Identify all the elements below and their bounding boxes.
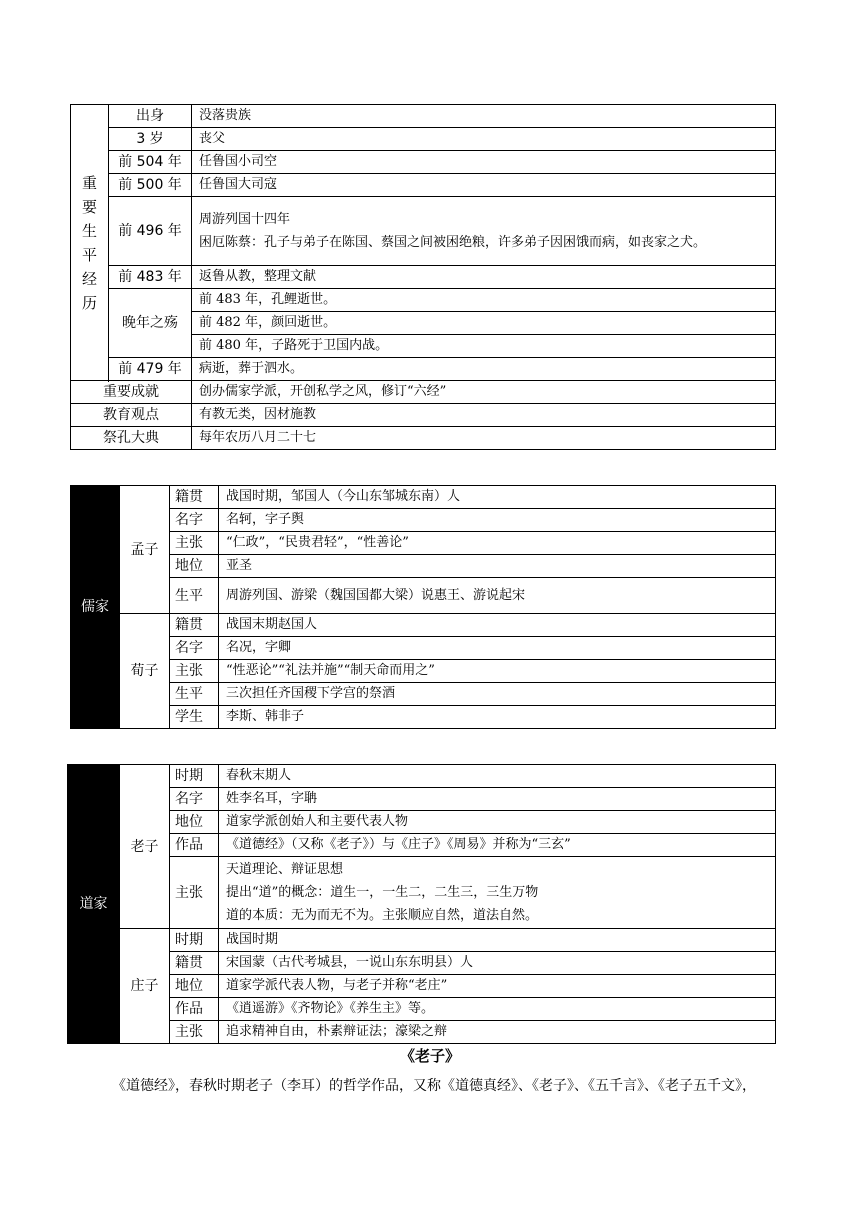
attr-value: 道家学派创始人和主要代表人物 bbox=[219, 811, 776, 834]
school-label-rujia: 儒家 bbox=[71, 486, 120, 729]
row-text: 前 482 年，颜回逝世。 bbox=[192, 312, 776, 335]
attr-key: 名字 bbox=[170, 637, 219, 660]
attr-value: “仁政”，“民贵君轻”，“性善论” bbox=[219, 532, 776, 555]
row-label: 出身 bbox=[109, 105, 192, 128]
row-text: 病逝，葬于泗水。 bbox=[192, 358, 776, 381]
attr-key: 地位 bbox=[170, 811, 219, 834]
row-text: 返鲁从教，整理文献 bbox=[192, 266, 776, 289]
attr-key: 时期 bbox=[170, 765, 219, 788]
summary-label: 祭孔大典 bbox=[71, 427, 192, 450]
row-text: 任鲁国大司寇 bbox=[192, 174, 776, 197]
row-text: 前 483 年，孔鲤逝世。 bbox=[192, 289, 776, 312]
attr-key: 作品 bbox=[170, 834, 219, 857]
person-name-zhuangzi: 庄子 bbox=[120, 929, 170, 1044]
attr-value-multi bbox=[219, 857, 776, 929]
life-section-label: 重要生平经历 bbox=[71, 105, 109, 381]
row-label: 前 479 年 bbox=[109, 358, 192, 381]
section-title: 《老子》 bbox=[399, 1047, 460, 1065]
attr-value: 战国末期赵国人 bbox=[219, 614, 776, 637]
row-label: 晚年之殇 bbox=[109, 289, 192, 358]
summary-label: 重要成就 bbox=[71, 381, 192, 404]
row-label: 前 496 年 bbox=[109, 197, 192, 266]
attr-key: 生平 bbox=[170, 578, 219, 614]
row-text: 丧父 bbox=[192, 128, 776, 151]
text-line: 周游列国十四年 bbox=[199, 212, 291, 227]
attr-value: 道家学派代表人物，与老子并称“老庄” bbox=[219, 975, 776, 998]
attr-value: 《逍遥游》《齐物论》《养生主》等。 bbox=[219, 998, 776, 1021]
attr-value: 名况，字卿 bbox=[219, 637, 776, 660]
daojia-table bbox=[67, 764, 776, 1044]
summary-text: 创办儒家学派，开创私学之风，修订“六经” bbox=[192, 381, 776, 404]
attr-key: 主张 bbox=[170, 532, 219, 555]
attr-key: 籍贯 bbox=[170, 952, 219, 975]
attr-key: 主张 bbox=[170, 660, 219, 683]
attr-key: 时期 bbox=[170, 929, 219, 952]
attr-value: 名轲，字子舆 bbox=[219, 509, 776, 532]
attr-value: 春秋末期人 bbox=[219, 765, 776, 788]
person-name-mencius: 孟子 bbox=[120, 486, 170, 614]
attr-value: 战国时期 bbox=[219, 929, 776, 952]
attr-key: 生平 bbox=[170, 683, 219, 706]
attr-value: 亚圣 bbox=[219, 555, 776, 578]
attr-key: 主张 bbox=[170, 1021, 219, 1044]
attr-key: 名字 bbox=[170, 509, 219, 532]
row-label: 前 500 年 bbox=[109, 174, 192, 197]
attr-value: 《道德经》（又称《老子》）与《庄子》《周易》并称为“三玄” bbox=[219, 834, 776, 857]
attr-key: 籍贯 bbox=[170, 486, 219, 509]
summary-label: 教育观点 bbox=[71, 404, 192, 427]
row-text: 前 480 年，子路死于卫国内战。 bbox=[192, 335, 776, 358]
attr-key: 学生 bbox=[170, 706, 219, 729]
text-line: 道的本质：无为而无不为。主张顺应自然，道法自然。 bbox=[226, 908, 539, 923]
attr-value: 周游列国、游梁（魏国国都大梁）说惠王、游说起宋 bbox=[219, 578, 776, 614]
school-label-daojia: 道家 bbox=[68, 765, 120, 1044]
person-name-xunzi: 荀子 bbox=[120, 614, 170, 729]
attr-value: 姓李名耳，字聃 bbox=[219, 788, 776, 811]
row-label: 前 504 年 bbox=[109, 151, 192, 174]
rujia-table bbox=[70, 485, 776, 729]
row-label: 3 岁 bbox=[109, 128, 192, 151]
attr-key: 作品 bbox=[170, 998, 219, 1021]
person-name-laozi: 老子 bbox=[120, 765, 170, 929]
confucius-table bbox=[70, 104, 776, 450]
row-label: 前 483 年 bbox=[109, 266, 192, 289]
row-text: 任鲁国小司空 bbox=[192, 151, 776, 174]
row-text-multi bbox=[192, 197, 776, 266]
attr-key: 地位 bbox=[170, 555, 219, 578]
attr-value: 追求精神自由，朴素辩证法；濠梁之辩 bbox=[219, 1021, 776, 1044]
attr-value: 三次担任齐国稷下学宫的祭酒 bbox=[219, 683, 776, 706]
attr-key: 地位 bbox=[170, 975, 219, 998]
attr-value: 宋国蒙（古代考城县，一说山东东明县）人 bbox=[219, 952, 776, 975]
summary-text: 每年农历八月二十七 bbox=[192, 427, 776, 450]
row-text: 没落贵族 bbox=[192, 105, 776, 128]
section-paragraph: 《道德经》，春秋时期老子（李耳）的哲学作品，又称《道德真经》、《老子》、《五千言》、《老子五千文》， bbox=[112, 1078, 756, 1094]
attr-value: 李斯、韩非子 bbox=[219, 706, 776, 729]
text-line: 提出“道”的概念：道生一，一生二，二生三，三生万物 bbox=[226, 885, 539, 900]
text-line: 困厄陈蔡：孔子与弟子在陈国、蔡国之间被困绝粮，许多弟子因困饿而病，如丧家之犬。 bbox=[199, 235, 707, 250]
attr-key: 籍贯 bbox=[170, 614, 219, 637]
summary-text: 有教无类，因材施教 bbox=[192, 404, 776, 427]
attr-key: 名字 bbox=[170, 788, 219, 811]
text-line: 天道理论、辩证思想 bbox=[226, 862, 344, 877]
attr-value: 战国时期，邹国人（今山东邹城东南）人 bbox=[219, 486, 776, 509]
attr-key: 主张 bbox=[170, 857, 219, 929]
attr-value: “性恶论”“礼法并施”“制天命而用之” bbox=[219, 660, 776, 683]
